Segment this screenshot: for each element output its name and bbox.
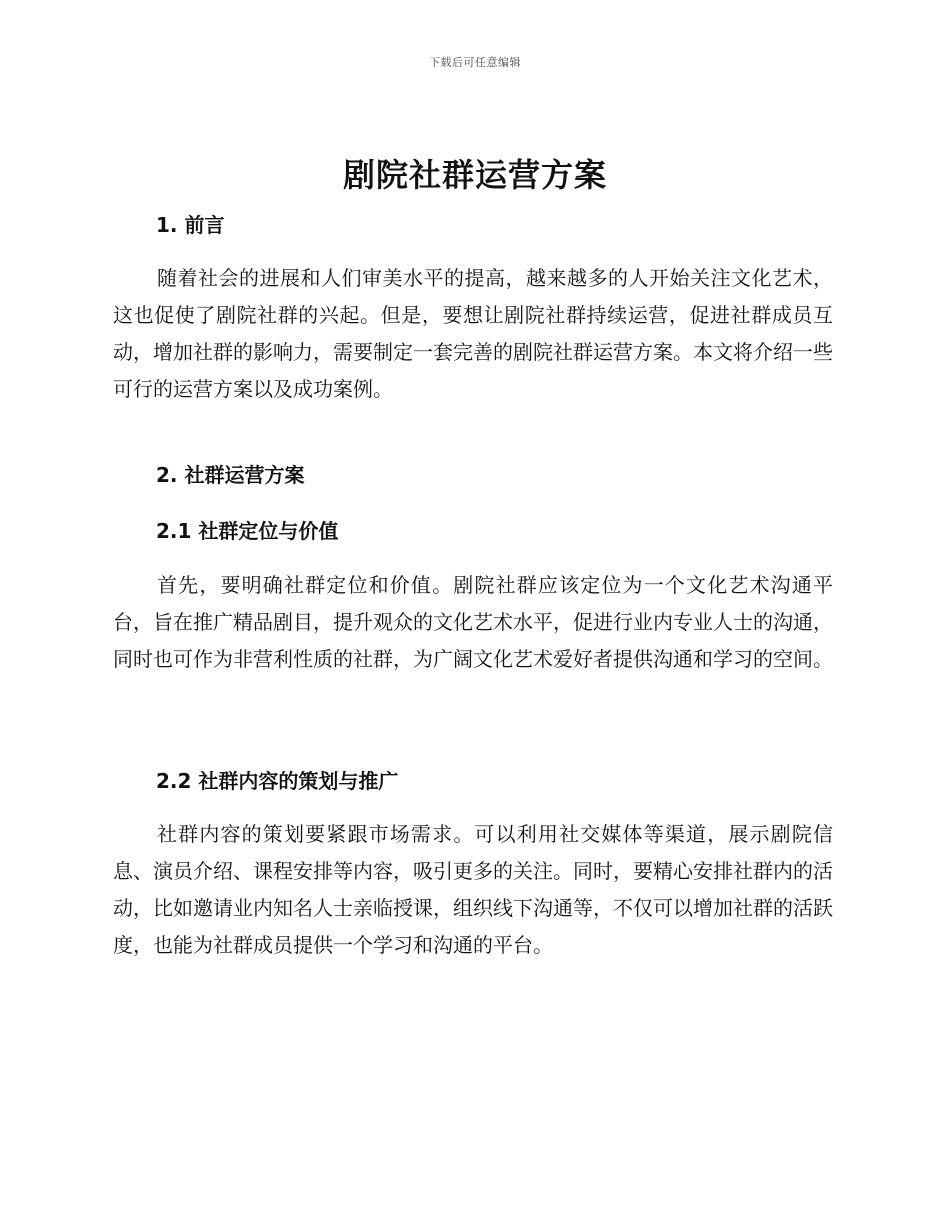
header-note: 下载后可任意编辑 [429,56,521,69]
document-title: 剧院社群运营方案 [342,156,607,194]
paragraph-positioning-value: 首先，要明确社群定位和价值。剧院社群应该定位为一个文化艺术沟通平台，旨在推广精品剧目，提升观众的文化艺术水平，促进行业内专业人士的沟通，同时也可作为非营利性质的社群，为广阔文化艺术爱好者提供沟通和学习的空间。 [113,573,833,671]
section-heading-content-planning: 2.2 社群内容的策划与推广 [156,769,399,793]
section-heading-positioning-value: 2.1 社群定位与价值 [156,519,339,543]
paragraph-content-planning: 社群内容的策划要紧跟市场需求。可以利用社交媒体等渠道，展示剧院信息、演员介绍、课程安排等内容，吸引更多的关注。同时，要精心安排社群内的活动，比如邀请业内知名人士亲临授课，组织线下沟通等，不仅可以增加社群的活跃度，也能为社群成员提供一个学习和沟通的平台。 [113,822,833,957]
section-heading-operation-plan: 2. 社群运营方案 [156,463,305,487]
paragraph-preface: 随着社会的进展和人们审美水平的提高，越来越多的人开始关注文化艺术，这也促使了剧院社群的兴起。但是，要想让剧院社群持续运营，促进社群成员互动，增加社群的影响力，需要制定一套完善的剧院社群运营方案。本文将介绍一些可行的运营方案以及成功案例。 [113,266,833,401]
section-heading-preface: 1. 前言 [156,213,225,237]
